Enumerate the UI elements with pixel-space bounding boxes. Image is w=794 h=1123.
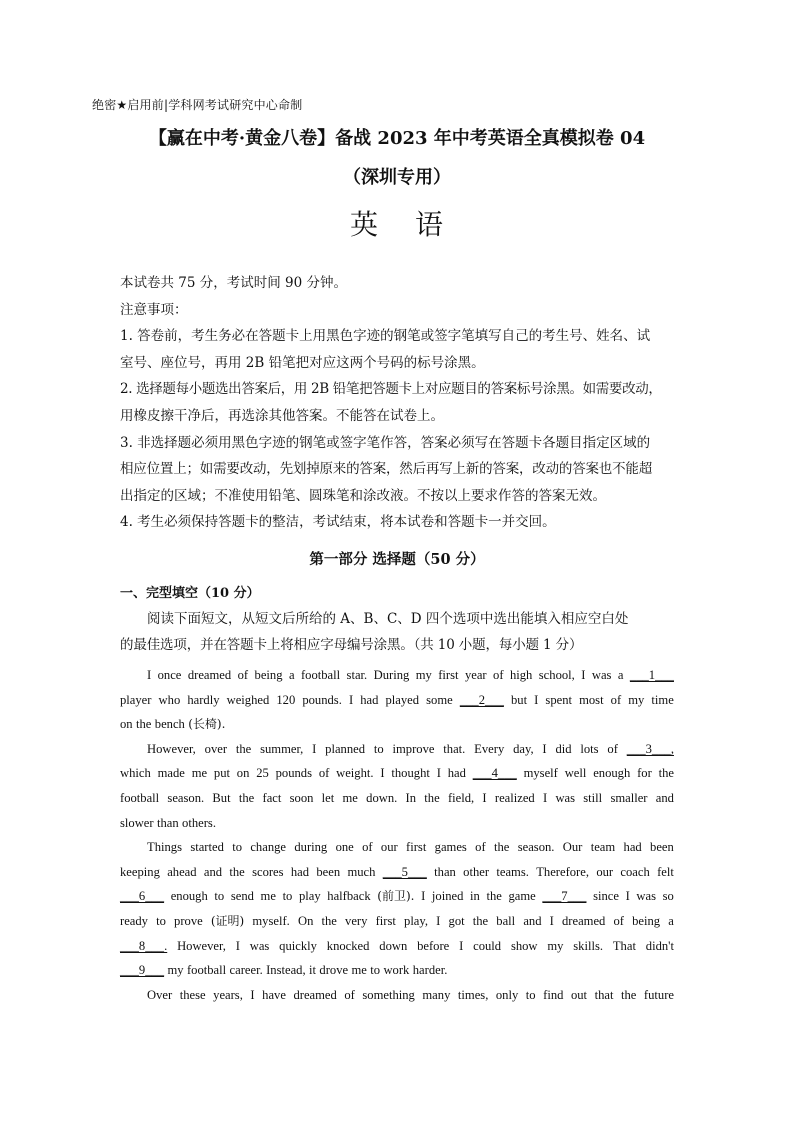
passage-word: I	[482, 790, 487, 805]
passage-word: hardly	[187, 692, 220, 707]
passage-word: work	[383, 963, 410, 978]
passage-word: of	[610, 692, 622, 707]
passage-word: and	[523, 913, 542, 928]
passage-word: improve	[392, 741, 435, 756]
passage-word: scores	[252, 864, 284, 879]
passage-word: I	[147, 668, 152, 682]
passage-word: teams.	[496, 864, 529, 879]
passage-word: of	[475, 840, 486, 855]
passage-word: down.	[366, 790, 398, 805]
passage-word: was	[591, 668, 612, 682]
passage-word: send	[230, 889, 254, 904]
part-title: 第一部分 选择题（50 分）	[309, 551, 485, 568]
passage-word: that	[594, 987, 614, 1002]
passage-word: I	[549, 913, 554, 928]
passage-word: fact	[262, 790, 282, 805]
passage-word: our	[380, 840, 398, 855]
answer-blank: ___7___	[542, 889, 587, 904]
section-title: 一、完型填空（10 分）	[120, 586, 260, 601]
passage-word: a	[617, 668, 624, 682]
passage-word: have	[262, 987, 286, 1002]
passage-word: weight.	[336, 766, 374, 781]
passage-line	[120, 835, 674, 860]
passage-word: on	[236, 766, 250, 781]
passage-line	[120, 786, 674, 811]
passage-word: something	[362, 987, 415, 1002]
passage-word: play,	[404, 913, 429, 928]
passage-word: a	[668, 913, 674, 928]
instruction-line: 4. 考生必须保持答题卡的整洁，考试结束，将本试卷和答题卡一并交回。	[120, 514, 556, 531]
passage-word: smaller	[610, 790, 648, 805]
passage-word: drove	[319, 963, 349, 978]
passage-word: I	[421, 889, 426, 904]
passage-word: myself.	[252, 913, 290, 928]
passage-word: Things	[147, 840, 182, 855]
passage-word: (长椅).	[188, 717, 226, 732]
passage-word: bench	[154, 717, 185, 732]
passage-word: coach	[620, 864, 650, 879]
passage-word: for	[637, 766, 652, 781]
passage-word: ball	[496, 913, 516, 928]
passage-word: realized	[494, 790, 535, 805]
passage-word: played	[385, 692, 420, 707]
passage-word: soon	[289, 790, 314, 805]
passage-word: season.	[517, 840, 555, 855]
passage-word: During	[373, 668, 410, 682]
passage-word: quickly	[279, 938, 317, 953]
directions-line: 阅读下面短文，从短文后所给的 A、B、C、D 四个选项中选出能填入相应空白处	[147, 611, 629, 627]
passage-word: these	[179, 987, 206, 1002]
passage-word: first	[406, 840, 427, 855]
passage-word: being	[632, 913, 661, 928]
section-directions	[120, 606, 676, 658]
passage-word: on	[120, 717, 133, 732]
passage-line	[120, 860, 674, 885]
passage-word: times,	[457, 987, 489, 1002]
passage-word: and	[203, 864, 223, 879]
passage-word: school,	[538, 668, 575, 682]
subject-char-2: 语	[415, 208, 445, 241]
passage-word: to	[525, 987, 536, 1002]
passage-word: ahead	[167, 864, 197, 879]
passage-word: myself	[523, 766, 558, 781]
passage-word: made	[157, 766, 185, 781]
passage-word: 25	[256, 766, 269, 781]
passage-word: enough	[170, 889, 208, 904]
passage-word: I	[380, 766, 385, 781]
passage-word: pounds	[275, 766, 312, 781]
answer-blank: ___1___	[629, 668, 674, 682]
passage-line	[120, 983, 674, 1008]
passage-word: However,	[177, 938, 226, 953]
passage-word: me	[260, 889, 276, 904]
passage-line	[120, 934, 674, 959]
passage-word: some	[426, 692, 453, 707]
passage-word: star.	[346, 668, 368, 682]
passage-word: started	[190, 840, 224, 855]
passage-word: the	[621, 987, 637, 1002]
passage-word: play	[298, 889, 321, 904]
passage-word: show	[510, 938, 538, 953]
answer-blank: ___8___.	[120, 938, 168, 953]
passage-word: one	[335, 840, 354, 855]
subject-heading	[0, 203, 794, 243]
passage-word: our	[596, 864, 614, 879]
passage-word: my	[415, 668, 432, 682]
passage-word: dreamed	[293, 987, 337, 1002]
passage-word: planned	[325, 741, 366, 756]
passage-word: over	[204, 741, 228, 756]
passage-word: of	[607, 741, 618, 756]
instruction-line: 室号、座位号，再用 2B 铅笔把对应这两个号码的标号涂黑。	[120, 354, 485, 371]
passage-word: down	[379, 938, 408, 953]
passage-word: but	[510, 692, 528, 707]
passage-line	[120, 663, 674, 688]
passage-word: On	[297, 913, 314, 928]
passage-word: time	[651, 692, 674, 707]
passage-word: harder.	[412, 963, 448, 978]
passage-word: put	[213, 766, 230, 781]
passage-word: games	[434, 840, 467, 855]
exam-title: 【赢在中考·黄金八卷】备战 2023 年中考英语全真模拟卷 04	[148, 128, 646, 149]
confidential-header: 绝密★启用前|学科网考试研究中心命制	[92, 98, 303, 112]
passage-word: the	[658, 766, 674, 781]
passage-word: much	[347, 864, 376, 879]
answer-blank: ___6___	[120, 889, 165, 904]
instruction-line: 出指定的区域；不准使用铅笔、圆珠笔和涂改液。不按以上要求作答的答案无效。	[120, 487, 606, 504]
passage-word: change	[250, 840, 287, 855]
passage-word: But	[212, 790, 231, 805]
passage-word: only	[495, 987, 519, 1002]
passage-word: Therefore,	[536, 864, 589, 879]
passage-word: high	[509, 668, 533, 682]
passage-word: of	[344, 987, 355, 1002]
cloze-passage	[120, 663, 674, 1007]
answer-blank: ___2___	[459, 692, 504, 707]
passage-word: the	[135, 717, 152, 732]
passage-word: let	[321, 790, 335, 805]
passage-word: spent	[545, 692, 573, 707]
passage-word: of	[237, 668, 249, 682]
passage-word: However,	[147, 741, 196, 756]
passage-word: still	[583, 790, 603, 805]
passage-word: so	[662, 889, 674, 904]
passage-word: got	[448, 913, 465, 928]
passage-word: weighed	[226, 692, 270, 707]
passage-word: thought	[391, 766, 430, 781]
passage-word: the	[321, 913, 337, 928]
passage-word: field,	[447, 790, 475, 805]
passage-word: to	[282, 889, 293, 904]
passage-word: Every	[474, 741, 505, 756]
instruction-line: 2. 选择题每小题选出答案后，用 2B 铅笔把答题卡上对应题目的答案标号涂黑。如需要改动，	[120, 381, 662, 398]
passage-word: which	[120, 766, 151, 781]
passage-word: find	[543, 987, 564, 1002]
passage-word: football	[186, 963, 227, 978]
passage-word: most	[579, 692, 604, 707]
passage-line	[120, 688, 674, 713]
passage-word: future	[643, 987, 674, 1002]
answer-blank: ___3___,	[626, 741, 674, 756]
passage-word: I	[436, 766, 441, 781]
passage-word: than	[434, 864, 456, 879]
passage-word: felt	[657, 864, 674, 879]
answer-blank: ___4___	[472, 766, 517, 781]
exam-subtitle: （深圳专用）	[343, 167, 451, 188]
passage-line	[120, 884, 674, 909]
passage-line	[120, 761, 674, 786]
passage-word: game	[508, 889, 536, 904]
passage-word: ready	[120, 913, 148, 928]
passage-word: In	[405, 790, 417, 805]
passage-word: of	[493, 668, 504, 682]
passage-line	[120, 958, 674, 983]
passage-word: I	[625, 889, 630, 904]
passage-word: to	[373, 741, 384, 756]
passage-word: had	[360, 692, 379, 707]
passage-word: very	[345, 913, 368, 928]
passage-word: other	[463, 864, 490, 879]
passage-word: day,	[513, 741, 534, 756]
passage-word: it	[309, 963, 317, 978]
passage-word: me	[191, 766, 208, 781]
passage-word: who	[158, 692, 181, 707]
passage-word: pounds.	[302, 692, 342, 707]
passage-word: Instead,	[266, 963, 306, 978]
passage-word: I	[581, 668, 586, 682]
passage-word: the	[494, 840, 510, 855]
instruction-line: 相应位置上；如需要改动，先划掉原来的答案，然后再写上新的答案，改动的答案也不能超	[120, 461, 652, 478]
passage-word: to	[156, 913, 166, 928]
passage-word: halfback	[327, 889, 371, 904]
passage-word: the	[235, 741, 252, 756]
passage-word: football	[120, 790, 160, 805]
passage-word: didn't	[645, 938, 674, 953]
passage-word: dreamed	[187, 668, 232, 682]
passage-word: I	[348, 692, 354, 707]
passage-word: I	[312, 741, 317, 756]
passage-word: slower	[120, 815, 154, 830]
instruction-line: 1. 答卷前，考生务必在答题卡上用黑色字迹的钢笔或签字笔填写自己的考生号、姓名、试	[120, 328, 651, 345]
passage-word: others.	[182, 815, 216, 830]
passage-word: me	[351, 963, 367, 978]
passage-word: and	[655, 790, 674, 805]
passage-word: knocked	[326, 938, 370, 953]
passage-word: I	[436, 913, 441, 928]
passage-word: I	[542, 741, 547, 756]
passage-word: of	[613, 913, 624, 928]
passage-word: been	[316, 864, 341, 879]
passage-word: team	[590, 840, 616, 855]
passage-word: did	[555, 741, 572, 756]
instruction-line: 注意事项：	[120, 301, 188, 318]
passage-word: first	[375, 913, 396, 928]
passage-word: was	[555, 790, 576, 805]
passage-word: dreamed	[561, 913, 606, 928]
passage-word: I	[542, 790, 548, 805]
passage-word: (前卫).	[377, 889, 415, 904]
passage-word: being	[254, 668, 283, 682]
passage-word: I	[250, 987, 255, 1002]
passage-word: player	[120, 692, 152, 707]
passage-word: had	[447, 766, 466, 781]
passage-word: of	[318, 766, 330, 781]
passage-word: (证明)	[210, 913, 245, 928]
passage-word: 120	[276, 692, 296, 707]
passage-word: the	[238, 790, 255, 805]
passage-line	[120, 811, 674, 836]
passage-word: year	[464, 668, 487, 682]
passage-word: the	[472, 913, 489, 928]
passage-line	[120, 909, 674, 934]
directions-line: 的最佳选项，并在答题卡上将相应字母编号涂黑。（共 10 小题，每小题 1 分）	[120, 637, 583, 653]
passage-word: to	[232, 840, 243, 855]
passage-word: my	[547, 938, 564, 953]
passage-word: keeping	[120, 864, 160, 879]
passage-word: football	[300, 668, 341, 682]
passage-word: I	[459, 938, 464, 953]
passage-line	[120, 737, 674, 762]
passage-word: before	[417, 938, 450, 953]
passage-word: me	[342, 790, 358, 805]
subject-char-1: 英	[349, 208, 379, 241]
passage-word: could	[473, 938, 502, 953]
passage-word: since	[593, 889, 619, 904]
passage-line	[120, 712, 674, 737]
passage-word: the	[229, 864, 245, 879]
exam-instructions	[120, 270, 676, 536]
passage-word: in	[470, 889, 480, 904]
instruction-line: 本试卷共 75 分，考试时间 90 分钟。	[120, 275, 348, 291]
passage-word: prove	[174, 913, 203, 928]
passage-word: the	[486, 889, 502, 904]
passage-word: enough	[593, 766, 631, 781]
passage-word: years,	[213, 987, 243, 1002]
passage-word: the	[424, 790, 440, 805]
passage-word: out	[570, 987, 588, 1002]
instruction-line: 3. 非选择题必须用黑色字迹的钢笔或签字笔作答，答案必须写在答题卡各题目指定区域的	[120, 434, 651, 451]
passage-word: once	[157, 668, 182, 682]
passage-word: lots	[580, 741, 599, 756]
passage-word: well	[564, 766, 587, 781]
passage-word: I	[235, 938, 240, 953]
passage-word: That	[612, 938, 636, 953]
passage-word: summer,	[260, 741, 304, 756]
passage-word: Over	[147, 987, 173, 1002]
answer-blank: ___9___	[120, 963, 165, 978]
passage-word: was	[636, 889, 657, 904]
passage-word: had	[623, 840, 642, 855]
passage-word: that.	[443, 741, 466, 756]
passage-word: to	[370, 963, 381, 978]
passage-word: many	[422, 987, 451, 1002]
passage-word: had	[290, 864, 310, 879]
answer-blank: ___5___	[382, 864, 427, 879]
passage-word: than	[156, 815, 179, 830]
passage-word: during	[294, 840, 328, 855]
passage-word: to	[214, 889, 225, 904]
passage-word: I	[534, 692, 539, 707]
passage-word: first	[438, 668, 459, 682]
passage-word: joined	[431, 889, 464, 904]
passage-word: Our	[562, 840, 583, 855]
passage-word: of	[362, 840, 373, 855]
passage-word: was	[249, 938, 270, 953]
instruction-line: 用橡皮擦干净后，再选涂其他答案。不能答在试卷上。	[120, 407, 444, 424]
passage-word: career.	[229, 963, 263, 978]
passage-word: a	[288, 668, 295, 682]
passage-word: my	[167, 963, 184, 978]
passage-word: been	[650, 840, 674, 855]
passage-word: my	[628, 692, 645, 707]
passage-word: season.	[167, 790, 205, 805]
passage-word: skills.	[573, 938, 604, 953]
